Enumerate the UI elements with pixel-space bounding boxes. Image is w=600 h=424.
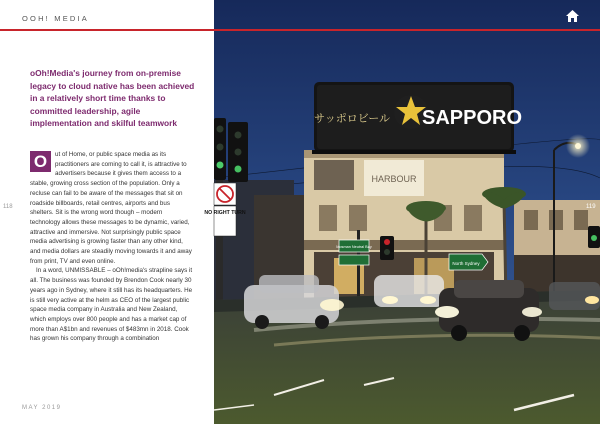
dark-car-right xyxy=(435,280,542,341)
page-number-right: 119 xyxy=(586,204,596,210)
drop-cap: O xyxy=(30,151,51,172)
building-sign: HARBOUR xyxy=(371,174,417,184)
header-rule xyxy=(0,29,600,31)
home-icon[interactable] xyxy=(565,9,580,23)
no-right-turn-sign: NO RIGHT TURN xyxy=(204,210,246,216)
billboard-brand: SAPPORO xyxy=(421,107,523,129)
page-number-left: 118 xyxy=(3,204,13,210)
road-sign-left: Mosman Neutral Bay xyxy=(336,245,372,249)
paragraph-1: ut of Home, or public space media as its practitioners are coming to call it, is attractive to advertisers because it gives them access to a stable, growing cross section of the population. Only a recluse can fail to be aware of the messages that sit on roadside billboards, retail centres, airports and bus shelters. Sit is the wrong word though – modern technology allows these messages to be dynamic, varied, attractive and immersive. Not surprisingly public space media advertising is growing faster than any other kind, and media dollars are steadily moving towards it and away from print, TV and even online. xyxy=(30,151,192,265)
article-body xyxy=(30,150,193,344)
road-sign-right: North Sydney xyxy=(452,261,480,266)
left-page xyxy=(0,0,214,424)
blurred-car-far-right xyxy=(549,282,600,310)
street-photo xyxy=(204,0,600,424)
billboard-japanese: サッポロビール xyxy=(313,112,391,125)
paragraph-2: In a word, UNMISSABLE – oOh!media's strapline says it all. The business was founded by Brendon Cook nearly 30 years ago in Sydney, where it still has its headquarters. He is still very active at the helm as CEO of the largest public space media company in Australia and New Zealand, which employs over 800 people and has a market cap of more than A$1bn and revenues of $483mn in 2018. Cook has grown his company through a combination xyxy=(30,267,193,343)
standfirst: oOh!Media's journey from on-premise legacy to cloud native has been achieved in a relatively short time thanks to committed leadership, agile implementation and skilful teamwork xyxy=(30,68,195,129)
footer-date: MAY 2019 xyxy=(22,405,62,411)
masthead: OOH! MEDIA xyxy=(22,14,90,23)
blurred-car-middle xyxy=(374,275,444,307)
